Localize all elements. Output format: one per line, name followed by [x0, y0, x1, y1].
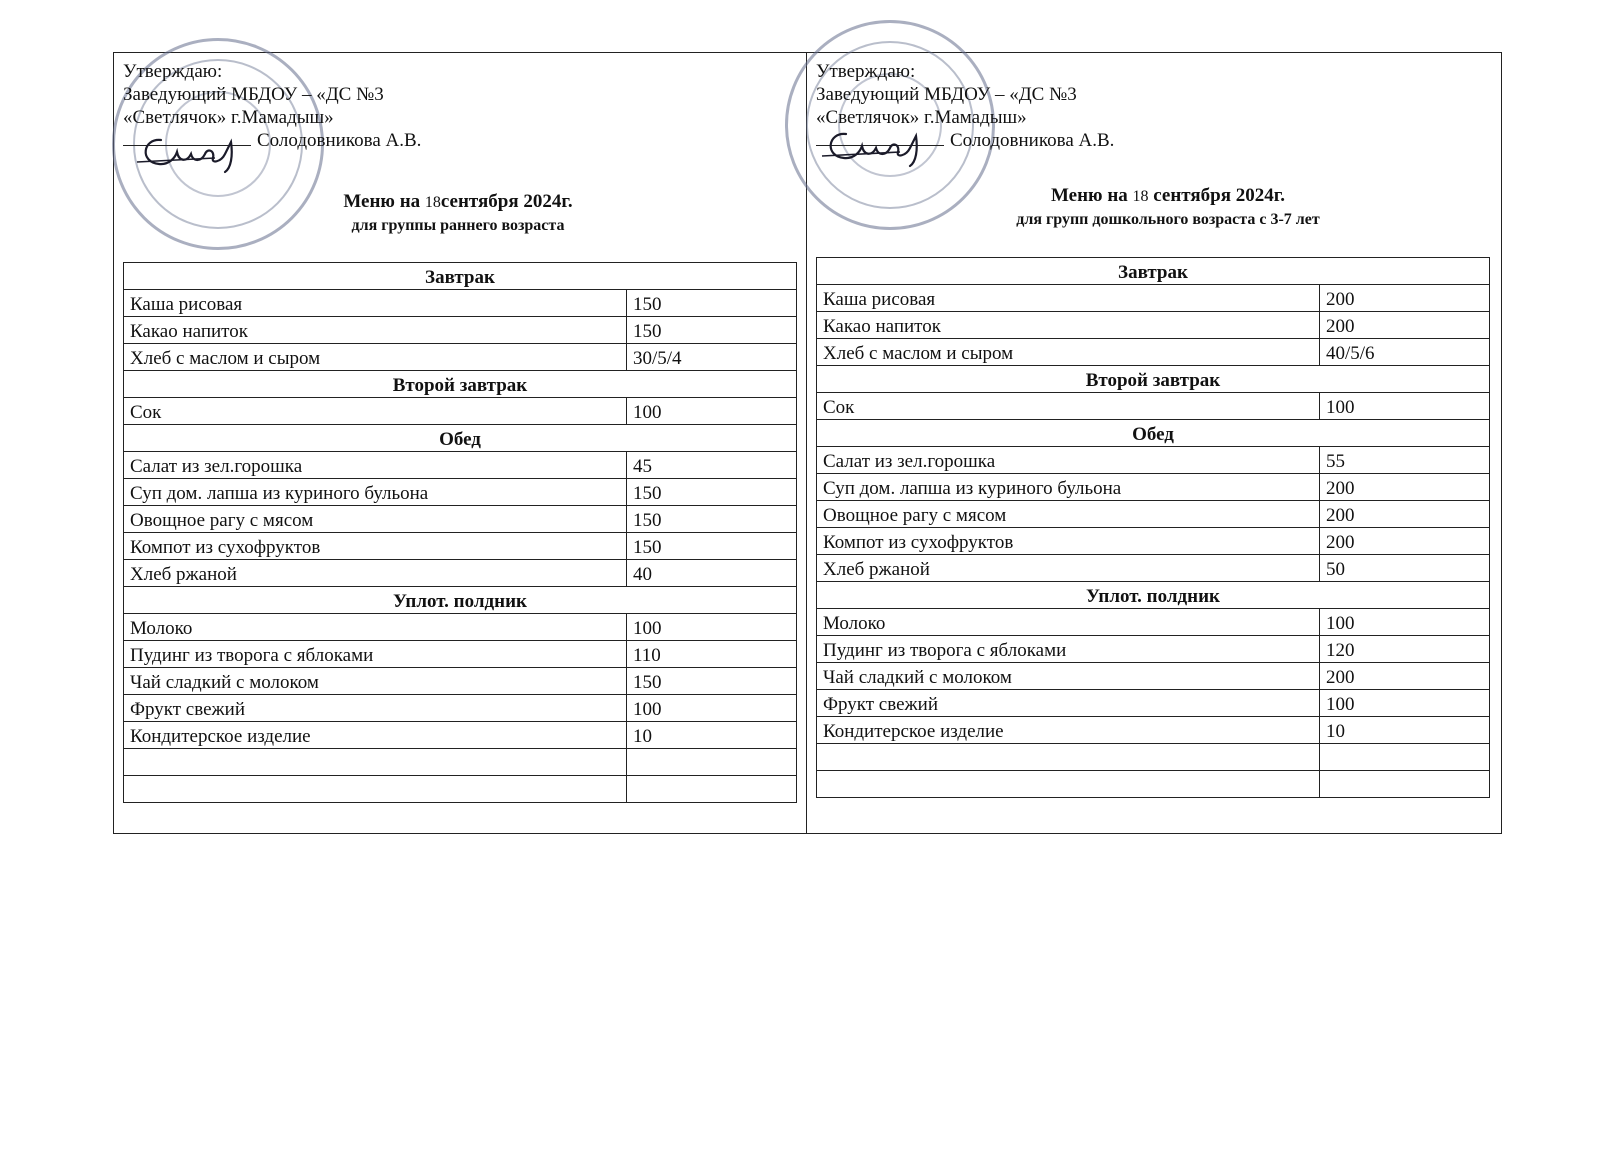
- menu-heading: [293, 190, 623, 237]
- menu-section-title: Завтрак: [817, 258, 1490, 285]
- approval-line: «Светлячок» г.Мамадыш»: [123, 107, 334, 128]
- dish-name: Каша рисовая: [124, 290, 627, 317]
- menu-section-row: [817, 258, 1490, 285]
- dish-portion: 200: [1320, 312, 1490, 339]
- empty-row: [124, 776, 797, 803]
- dish-portion: 110: [627, 641, 797, 668]
- menu-title: Меню на 18 сентября 2024г.: [1050, 185, 1286, 206]
- menu-item-row: [817, 636, 1490, 663]
- dish-portion: 30/5/4: [627, 344, 797, 371]
- menu-item-row: [817, 447, 1490, 474]
- menu-title: Меню на 18сентября 2024г.: [343, 191, 573, 212]
- dish-name: Какао напиток: [817, 312, 1320, 339]
- dish-portion: 200: [1320, 663, 1490, 690]
- dish-name: Кондитерское изделие: [817, 717, 1320, 744]
- dish-name: Суп дом. лапша из куриного бульона: [124, 479, 627, 506]
- menu-item-row: [817, 393, 1490, 420]
- menu-section-title: Уплот. полдник: [817, 582, 1490, 609]
- menu-item-row: [124, 695, 797, 722]
- dish-name: Каша рисовая: [817, 285, 1320, 312]
- menu-item-row: [124, 479, 797, 506]
- dish-portion: 10: [1320, 717, 1490, 744]
- menu-item-row: [817, 339, 1490, 366]
- menu-item-row: [124, 344, 797, 371]
- dish-portion: 150: [627, 290, 797, 317]
- menu-table: [123, 262, 797, 803]
- dish-portion: 200: [1320, 285, 1490, 312]
- dish-name: Какао напиток: [124, 317, 627, 344]
- menu-item-row: [124, 614, 797, 641]
- approval-line: «Светлячок» г.Мамадыш»: [816, 107, 1027, 128]
- signature-scribble-left: [135, 128, 255, 174]
- dish-portion: 200: [1320, 501, 1490, 528]
- empty-cell: [627, 749, 797, 776]
- empty-cell: [1320, 771, 1490, 798]
- menu-table: [816, 257, 1490, 798]
- menu-day: 18: [1132, 188, 1149, 205]
- empty-cell: [817, 771, 1320, 798]
- signer-name: Солодовникова А.В.: [257, 130, 422, 151]
- dish-name: Компот из сухофруктов: [817, 528, 1320, 555]
- menu-section-title: Второй завтрак: [124, 371, 797, 398]
- dish-name: Чай сладкий с молоком: [124, 668, 627, 695]
- dish-name: Пудинг из творога с яблоками: [817, 636, 1320, 663]
- dish-name: Фрукт свежий: [124, 695, 627, 722]
- empty-row: [124, 749, 797, 776]
- dish-name: Салат из зел.горошка: [124, 452, 627, 479]
- menu-item-row: [817, 528, 1490, 555]
- menu-item-row: [124, 641, 797, 668]
- dish-portion: 120: [1320, 636, 1490, 663]
- menu-item-row: [817, 555, 1490, 582]
- dish-portion: 55: [1320, 447, 1490, 474]
- menu-section-row: [124, 425, 797, 452]
- dish-portion: 150: [627, 479, 797, 506]
- menu-section-row: [124, 371, 797, 398]
- dish-portion: 150: [627, 668, 797, 695]
- dish-portion: 100: [1320, 690, 1490, 717]
- menu-section-title: Обед: [817, 420, 1490, 447]
- dish-portion: 150: [627, 533, 797, 560]
- menu-section-row: [124, 263, 797, 290]
- empty-cell: [1320, 744, 1490, 771]
- dish-name: Компот из сухофруктов: [124, 533, 627, 560]
- dish-portion: 100: [627, 695, 797, 722]
- dish-portion: 40: [627, 560, 797, 587]
- dish-portion: 200: [1320, 528, 1490, 555]
- menu-item-row: [124, 533, 797, 560]
- approval-line: Утверждаю:: [816, 61, 916, 82]
- menu-item-row: [124, 452, 797, 479]
- menu-section-title: Завтрак: [124, 263, 797, 290]
- menu-subtitle: для групп дошкольного возраста с 3-7 лет: [1016, 211, 1320, 228]
- dish-name: Хлеб с маслом и сыром: [124, 344, 627, 371]
- approval-line: Заведующий МБДОУ – «ДС №3: [123, 84, 384, 105]
- dish-name: Овощное рагу с мясом: [817, 501, 1320, 528]
- menu-item-row: [124, 722, 797, 749]
- empty-cell: [124, 749, 627, 776]
- empty-cell: [627, 776, 797, 803]
- empty-cell: [124, 776, 627, 803]
- menu-section-title: Уплот. полдник: [124, 587, 797, 614]
- menu-item-row: [124, 506, 797, 533]
- dish-portion: 100: [1320, 609, 1490, 636]
- menu-section-title: Второй завтрак: [817, 366, 1490, 393]
- signature-scribble-right: [820, 122, 940, 168]
- menu-item-row: [817, 285, 1490, 312]
- menu-item-row: [124, 290, 797, 317]
- menu-section-row: [817, 582, 1490, 609]
- menu-item-row: [124, 668, 797, 695]
- menu-day: 18: [424, 194, 441, 211]
- dish-name: Молоко: [124, 614, 627, 641]
- dish-name: Хлеб с маслом и сыром: [817, 339, 1320, 366]
- dish-name: Хлеб ржаной: [124, 560, 627, 587]
- menu-item-row: [817, 312, 1490, 339]
- menu-item-row: [817, 690, 1490, 717]
- dish-portion: 10: [627, 722, 797, 749]
- dish-portion: 45: [627, 452, 797, 479]
- menu-item-row: [817, 663, 1490, 690]
- menu-section-title: Обед: [124, 425, 797, 452]
- dish-portion: 100: [627, 614, 797, 641]
- menu-panel-preschool: [808, 52, 1502, 834]
- dish-portion: 100: [1320, 393, 1490, 420]
- menu-section-row: [124, 587, 797, 614]
- empty-row: [817, 744, 1490, 771]
- empty-cell: [817, 744, 1320, 771]
- dish-portion: 50: [1320, 555, 1490, 582]
- dish-name: Пудинг из творога с яблоками: [124, 641, 627, 668]
- menu-item-row: [124, 398, 797, 425]
- dish-portion: 100: [627, 398, 797, 425]
- menu-section-row: [817, 366, 1490, 393]
- dish-name: Фрукт свежий: [817, 690, 1320, 717]
- dish-portion: 200: [1320, 474, 1490, 501]
- dish-name: Хлеб ржаной: [817, 555, 1320, 582]
- dish-name: Сок: [817, 393, 1320, 420]
- menu-item-row: [124, 317, 797, 344]
- dish-name: Суп дом. лапша из куриного бульона: [817, 474, 1320, 501]
- menu-item-row: [817, 717, 1490, 744]
- menu-section-row: [817, 420, 1490, 447]
- approval-line: Утверждаю:: [123, 61, 223, 82]
- dish-portion: 150: [627, 506, 797, 533]
- menu-subtitle: для группы раннего возраста: [351, 217, 565, 234]
- dish-name: Кондитерское изделие: [124, 722, 627, 749]
- dish-name: Молоко: [817, 609, 1320, 636]
- dish-name: Сок: [124, 398, 627, 425]
- empty-row: [817, 771, 1490, 798]
- menu-heading: [928, 184, 1408, 231]
- dish-name: Салат из зел.горошка: [817, 447, 1320, 474]
- dish-portion: 150: [627, 317, 797, 344]
- dish-name: Чай сладкий с молоком: [817, 663, 1320, 690]
- dish-name: Овощное рагу с мясом: [124, 506, 627, 533]
- approval-line: Заведующий МБДОУ – «ДС №3: [816, 84, 1077, 105]
- menu-item-row: [817, 609, 1490, 636]
- dish-portion: 40/5/6: [1320, 339, 1490, 366]
- menu-item-row: [124, 560, 797, 587]
- menu-item-row: [817, 474, 1490, 501]
- signer-name: Солодовникова А.В.: [950, 130, 1115, 151]
- menu-item-row: [817, 501, 1490, 528]
